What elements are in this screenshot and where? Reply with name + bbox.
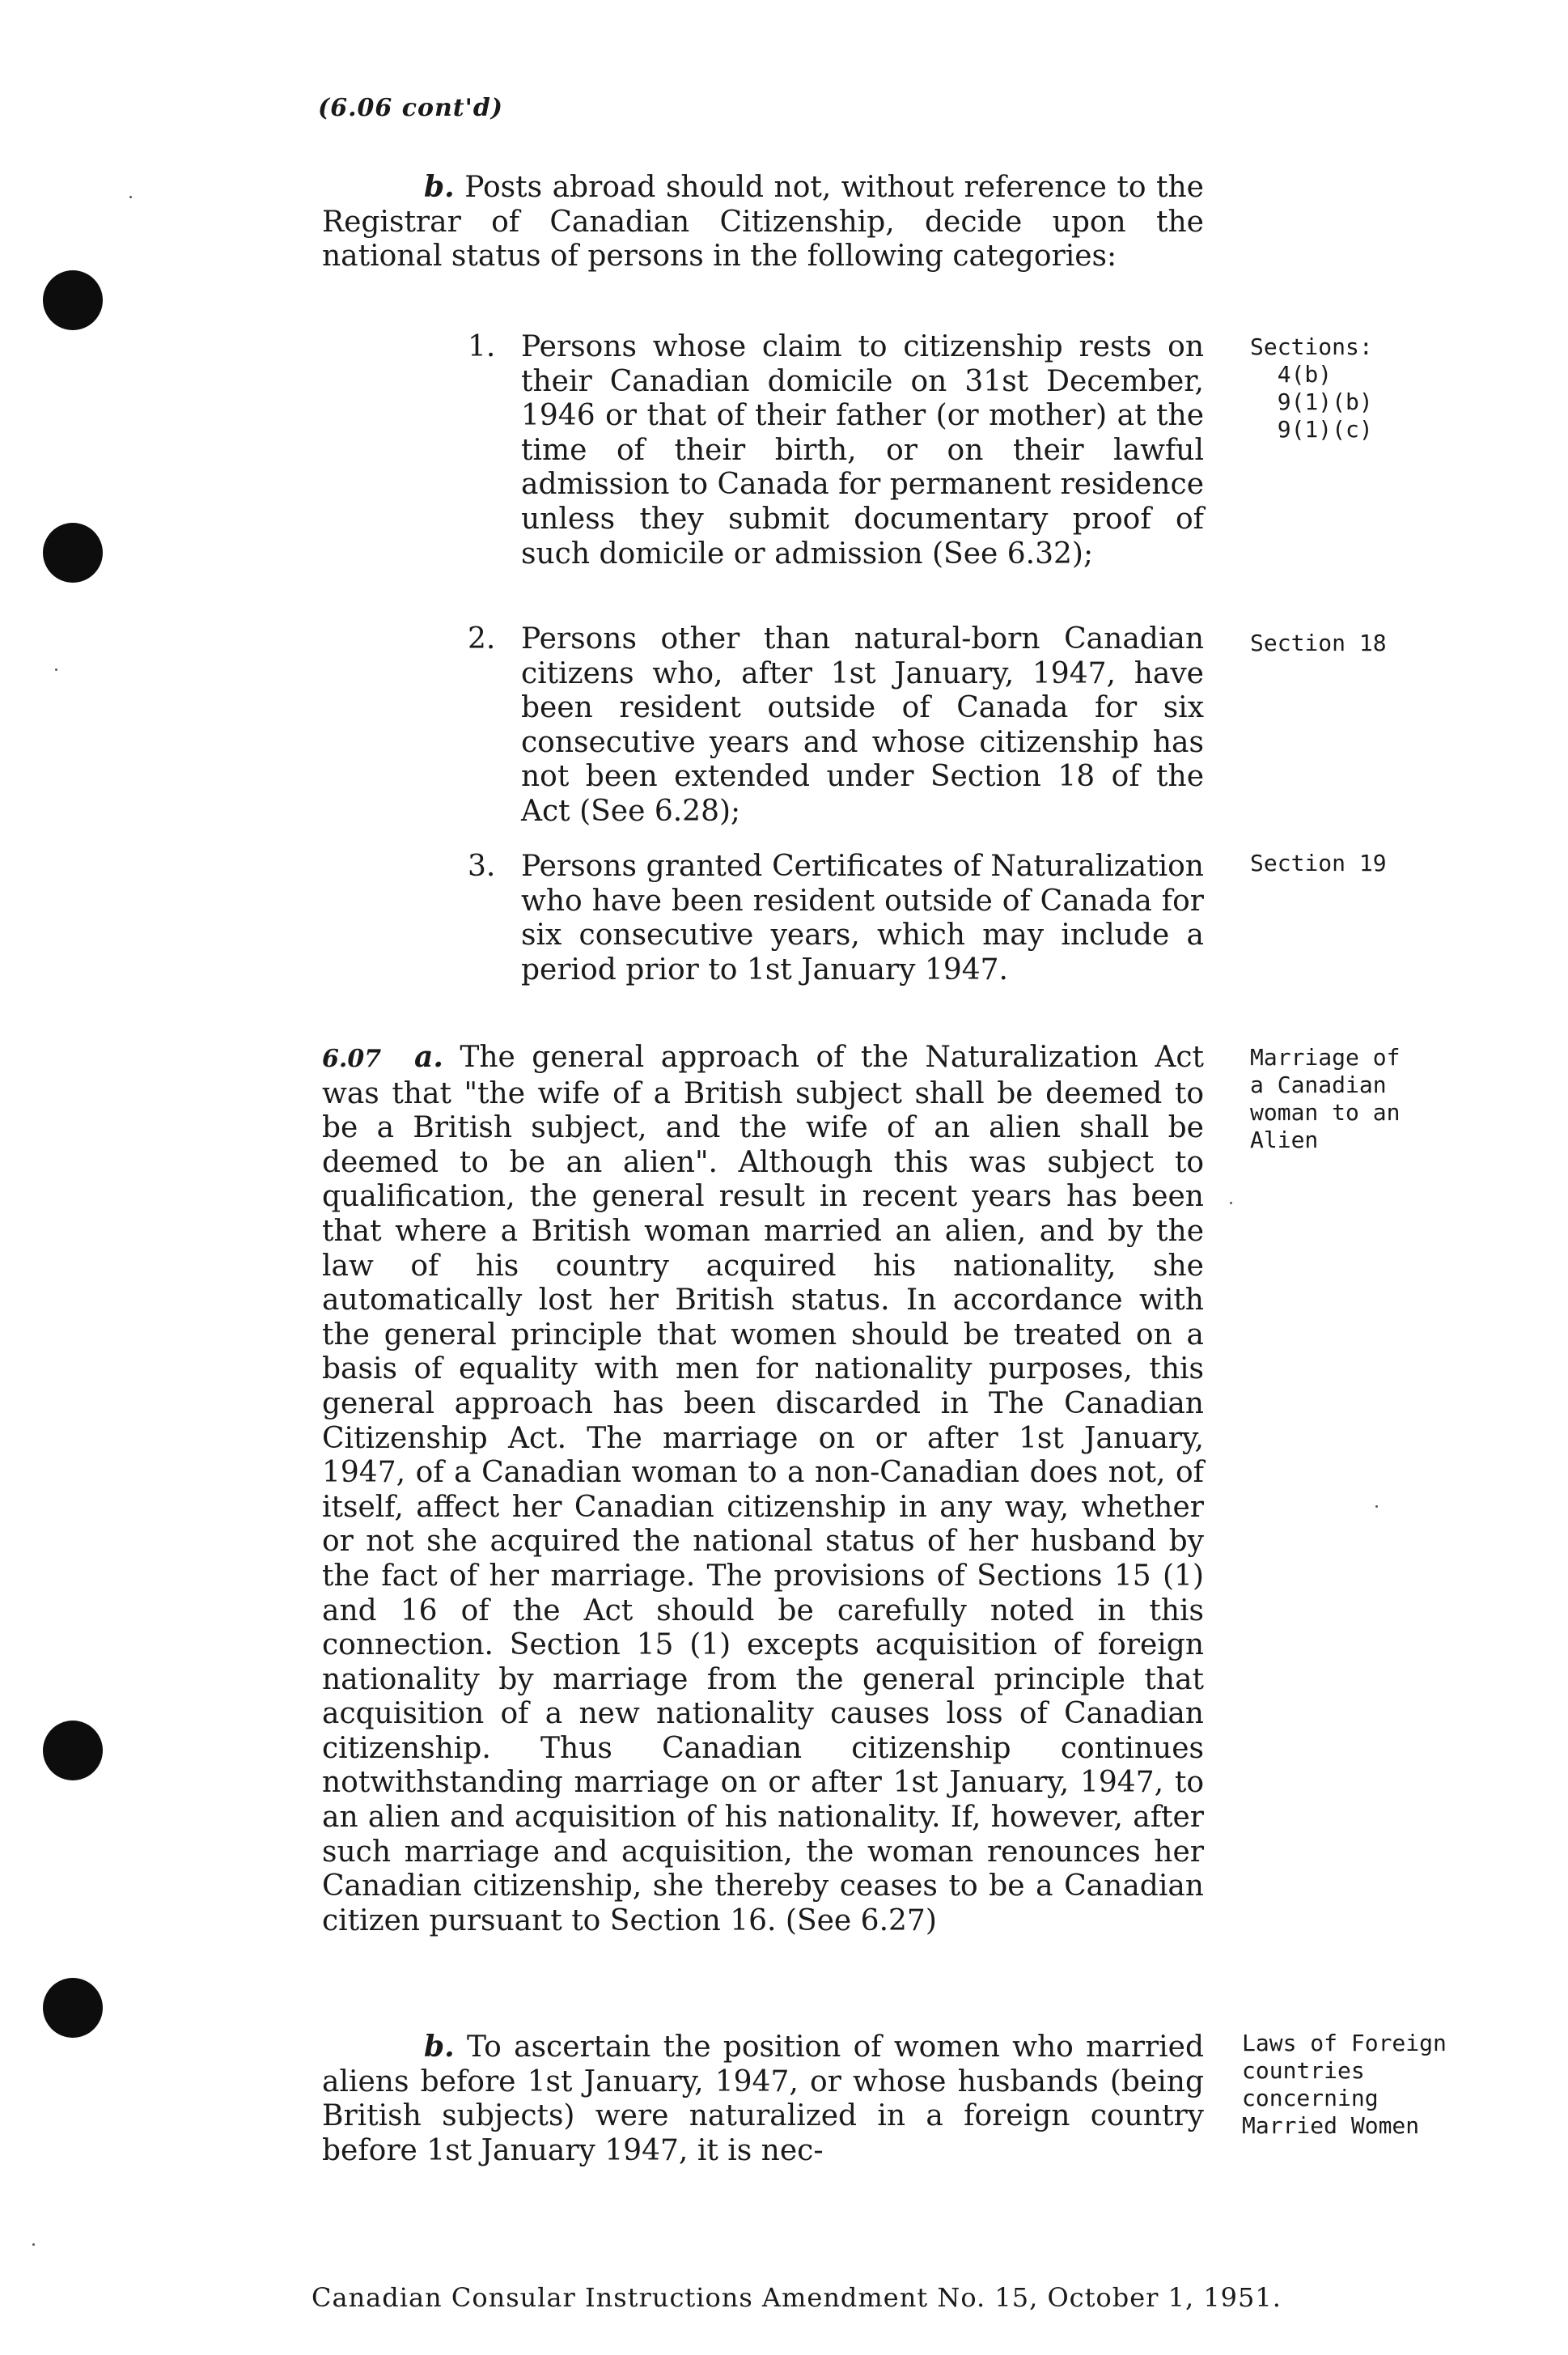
scan-speck [1230, 1202, 1232, 1204]
paragraph-b [322, 170, 1204, 274]
punch-hole [43, 270, 103, 330]
margin-note-section-19: Section 19 [1250, 850, 1387, 876]
paragraph-label: a. [414, 1040, 443, 1074]
punch-hole [43, 523, 103, 583]
list-item-text: Persons granted Certificates of Naturalization who have been resident outside of Canada for six consecutive years, which may include a period prior to 1st January 1947. [521, 850, 1204, 987]
margin-note-marriage: Marriage of a Canadian woman to an Alien [1250, 1044, 1401, 1153]
paragraph-text: Posts abroad should not, without reference to the Registrar of Canadian Citizenship, decide upon the national status of persons in the following categories: [322, 171, 1204, 274]
paragraph-label: b. [424, 170, 455, 204]
continuation-header: (6.06 cont'd) [318, 94, 504, 122]
section-number: 6.07 [322, 1045, 382, 1073]
list-item-number: 2. [468, 622, 496, 656]
list-item-number: 3. [468, 850, 496, 883]
scan-speck [32, 2243, 35, 2246]
margin-note-section-18: Section 18 [1250, 630, 1387, 656]
paragraph-text: To ascertain the position of women who married aliens before 1st January, 1947, or whose husbands (being British subjects) were naturalized in a foreign country before 1st January 1947, it is nec- [322, 2030, 1204, 2167]
paragraph-607a [322, 1040, 1204, 1938]
margin-note-foreign-laws: Laws of Foreign countries concerning Married Women [1242, 2030, 1447, 2139]
paragraph-label: b. [424, 2030, 455, 2064]
punch-hole [43, 1978, 103, 2038]
list-item-text: Persons whose claim to citizenship rests on their Canadian domicile on 31st December, 1946 or that of their father (or mother) at the time of their birth, or on their lawful admission to Canada for permanent residence unless they submit documentary proof of such domicile or admission (See 6.32); [521, 330, 1205, 571]
margin-note-sections: Sections: 4(b) 9(1)(b) 9(1)(c) [1250, 333, 1373, 443]
paragraph-607b [322, 2030, 1204, 2168]
list-item-text: Persons other than natural-born Canadian citizens who, after 1st January, 1947, have been resident outside of Canada for six consecutive years and whose citizenship has not been extended under Section 18 of the Act (See 6.28); [521, 622, 1204, 828]
paragraph-text: The general approach of the Naturalization Act was that "the wife of a British subject shall be deemed to be a British subject, and the wife of an alien shall be deemed to be an alien". Although this was subject to qualification, the general result in recent years has been that where a British woman married an alien, and by the law of his country acquired his nationality, she automatically lost her British status. In accordance with the general principle that women should be treated on a basis of equality with men for nationality purposes, this general approach has been discarded in The Canadian Citizenship Act. The marriage on or after 1st January, 1947, of a Canadian woman to a non-Canadian does not, of itself, affect her Canadian citizenship in any way, whether or not she acquired the national status of her husband by the fact of her marriage. The provisions of Sections 15 (1) and 16 of the Act should be carefully noted in this connection. Section 15 (1) excepts acquisition of foreign nationality by marriage from the general principle that acquisition of a new nationality causes loss of Canadian citizenship. Thus Canadian citizenship continues notwithstanding marriage on or after 1st January, 1947, to an alien and acquisition of his nationality. If, however, after such marriage and acquisition, the woman renounces her Canadian citizenship, she thereby ceases to be a Canadian citizen pursuant to Section 16. (See 6.27) [322, 1041, 1205, 1937]
scan-speck [129, 196, 132, 198]
scan-speck [55, 668, 57, 671]
list-item-number: 1. [468, 330, 496, 363]
punch-hole [43, 1721, 103, 1780]
scan-speck [1375, 1505, 1378, 1508]
page-footer: Canadian Consular Instructions Amendment No. 15, October 1, 1951. [311, 2282, 1282, 2313]
